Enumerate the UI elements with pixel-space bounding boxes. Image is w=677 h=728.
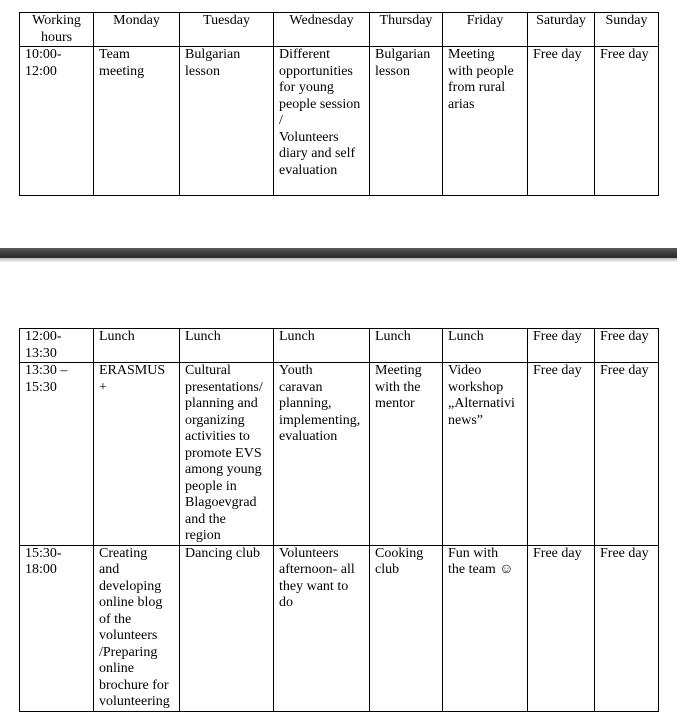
cell-wednesday: Lunch [274, 329, 370, 363]
cell-monday: Creating and developing online blog of the volunteers /Preparing online brochure for volunteering [94, 545, 180, 711]
time-slot: 10:00- 12:00 [20, 47, 94, 196]
cell-wednesday: Different opportunities for young people session / Volunteers diary and self evaluation [274, 47, 370, 196]
cell-thursday: Meeting with the mentor [370, 363, 443, 546]
header-wednesday: Wednesday [274, 13, 370, 47]
schedule-table-morning [19, 12, 659, 196]
header-saturday: Saturday [528, 13, 595, 47]
header-monday: Monday [94, 13, 180, 47]
cell-saturday: Free day [528, 363, 595, 546]
cell-friday: Fun with the team ☺ [443, 545, 528, 711]
cell-tuesday: Dancing club [180, 545, 274, 711]
time-slot: 15:30- 18:00 [20, 545, 94, 711]
table-row [20, 329, 659, 363]
cell-friday: Lunch [443, 329, 528, 363]
time-slot: 13:30 – 15:30 [20, 363, 94, 546]
cell-thursday: Cooking club [370, 545, 443, 711]
header-friday: Friday [443, 13, 528, 47]
cell-sunday: Free day [595, 329, 659, 363]
time-slot: 12:00- 13:30 [20, 329, 94, 363]
cell-sunday: Free day [595, 545, 659, 711]
header-sunday: Sunday [595, 13, 659, 47]
cell-tuesday: Lunch [180, 329, 274, 363]
cell-friday: Meeting with people from rural arias [443, 47, 528, 196]
cell-monday: Team meeting [94, 47, 180, 196]
header-tuesday: Tuesday [180, 13, 274, 47]
cell-sunday: Free day [595, 47, 659, 196]
cell-saturday: Free day [528, 545, 595, 711]
table-row [20, 545, 659, 711]
page-divider [0, 248, 677, 258]
cell-saturday: Free day [528, 47, 595, 196]
page-divider-shadow [0, 258, 677, 262]
schedule-table-afternoon [19, 328, 659, 712]
cell-sunday: Free day [595, 363, 659, 546]
cell-thursday: Bulgarian lesson [370, 47, 443, 196]
cell-wednesday: Youth caravan planning, implementing, evaluation [274, 363, 370, 546]
header-working-hours: Working hours [20, 13, 94, 47]
cell-saturday: Free day [528, 329, 595, 363]
cell-monday: Lunch [94, 329, 180, 363]
cell-tuesday: Bulgarian lesson [180, 47, 274, 196]
header-row [20, 13, 659, 47]
cell-tuesday: Cultural presentations/ planning and organizing activities to promote EVS among young people in Blagoevgrad and the region [180, 363, 274, 546]
cell-thursday: Lunch [370, 329, 443, 363]
cell-monday: ERASMUS + [94, 363, 180, 546]
cell-wednesday: Volunteers afternoon- all they want to do [274, 545, 370, 711]
table-row [20, 363, 659, 546]
cell-friday: Video workshop „Alternativi news” [443, 363, 528, 546]
table-row [20, 47, 659, 196]
header-thursday: Thursday [370, 13, 443, 47]
